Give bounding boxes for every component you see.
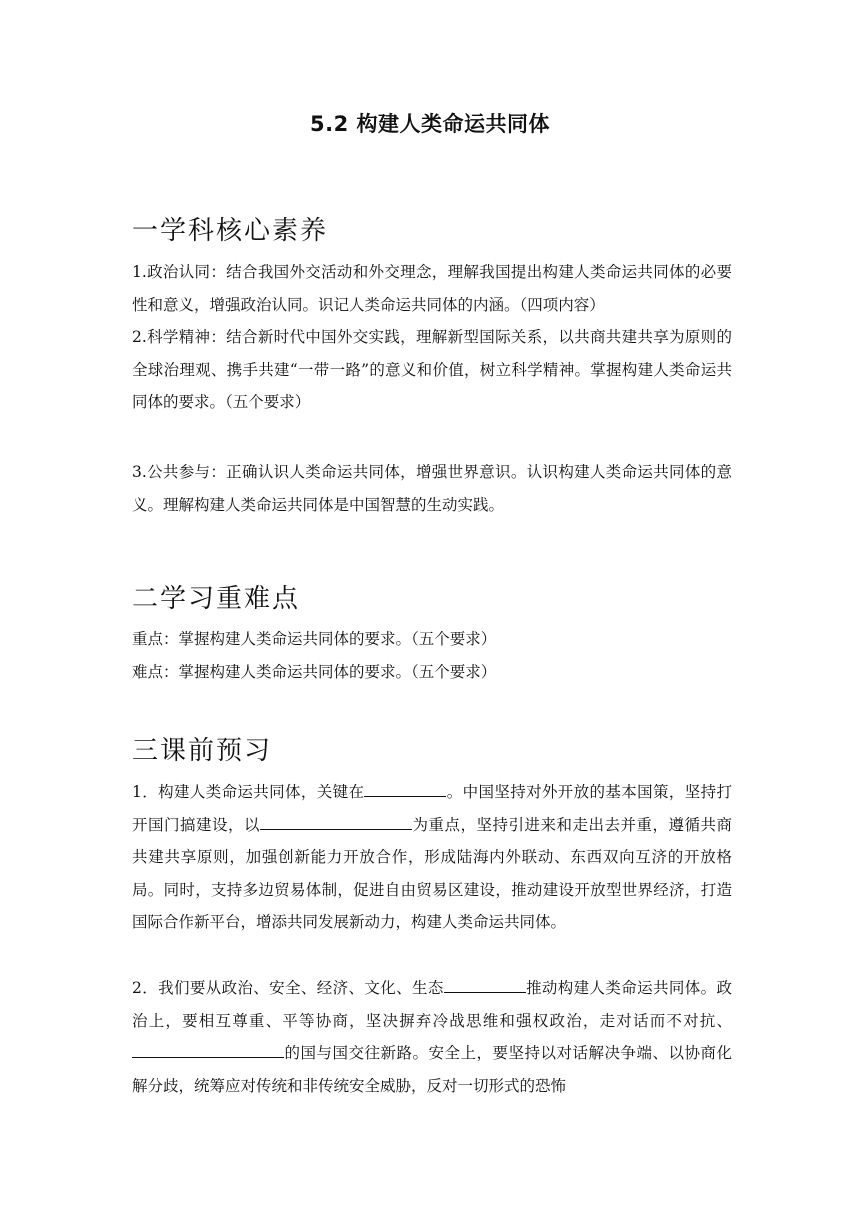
paragraph-difficult-point: 难点：掌握构建人类命运共同体的要求。（五个要求） <box>132 663 497 681</box>
fill-blank[interactable] <box>444 974 526 993</box>
document-title: 5.2 构建人类命运共同体 <box>309 112 550 136</box>
question-1 <box>132 776 732 939</box>
paragraph-public-participation: 3.公共参与：正确认识人类命运共同体，增强世界意识。认识构建人类命运共同体的意义。理解构建人类命运共同体是中国智慧的生动实践。 <box>132 463 732 514</box>
section-heading-key-points: 二学习重难点 <box>132 584 301 614</box>
paragraph-political-identity: 1.政治认同：结合我国外交活动和外交理念，理解我国提出构建人类命运共同体的必要性和意义，增强政治认同。识记人类命运共同体的内涵。（四项内容） <box>132 263 732 314</box>
question-2 <box>132 972 732 1102</box>
question-1-part-c: 为重点，坚持引进来和走出去并重，遵循共商共建共享原则，加强创新能力开放合作，形成陆海内外联动、东西双向互济的开放格局。同时，支持多边贸易体制，促进自由贸易区建设，推动建设开放型世界经济，打造国际合作新平台，增添共同发展新动力，构建人类命运共同体。 <box>132 815 732 931</box>
question-1-part-a: 1．构建人类命运共同体，关键在 <box>132 783 365 801</box>
question-2-part-b: 推动构建人类命运共同体。政治上，要相互尊重、平等协商，坚决摒弃冷战思维和强权政治，走对话而不对抗、 <box>132 979 732 1030</box>
section-heading-preview: 三课前预习 <box>132 736 273 766</box>
fill-blank[interactable] <box>364 778 446 797</box>
question-2-part-c: 的国与国交往新路。安全上，要坚持以对话解决争端、以协商化解分歧，统筹应对传统和非传统安全威胁，反对一切形式的恐怖 <box>132 1044 732 1095</box>
paragraph-key-point: 重点：掌握构建人类命运共同体的要求。（五个要求） <box>132 630 497 648</box>
fill-blank[interactable] <box>260 811 412 830</box>
paragraph-scientific-spirit: 2.科学精神：结合新时代中国外交实践，理解新型国际关系，以共商共建共享为原则的全球治理观、携手共建“一带一路”的意义和价值，树立科学精神。掌握构建人类命运共同体的要求。（五个要求） <box>132 328 732 411</box>
section-heading-core-literacy: 一学科核心素养 <box>132 216 329 246</box>
question-2-part-a: 2．我们要从政治、安全、经济、文化、生态 <box>132 979 444 997</box>
fill-blank[interactable] <box>132 1039 284 1058</box>
question-1-part-b: 。中国坚持对外开放的基本国策，坚持打开国门搞建设，以 <box>132 783 732 834</box>
